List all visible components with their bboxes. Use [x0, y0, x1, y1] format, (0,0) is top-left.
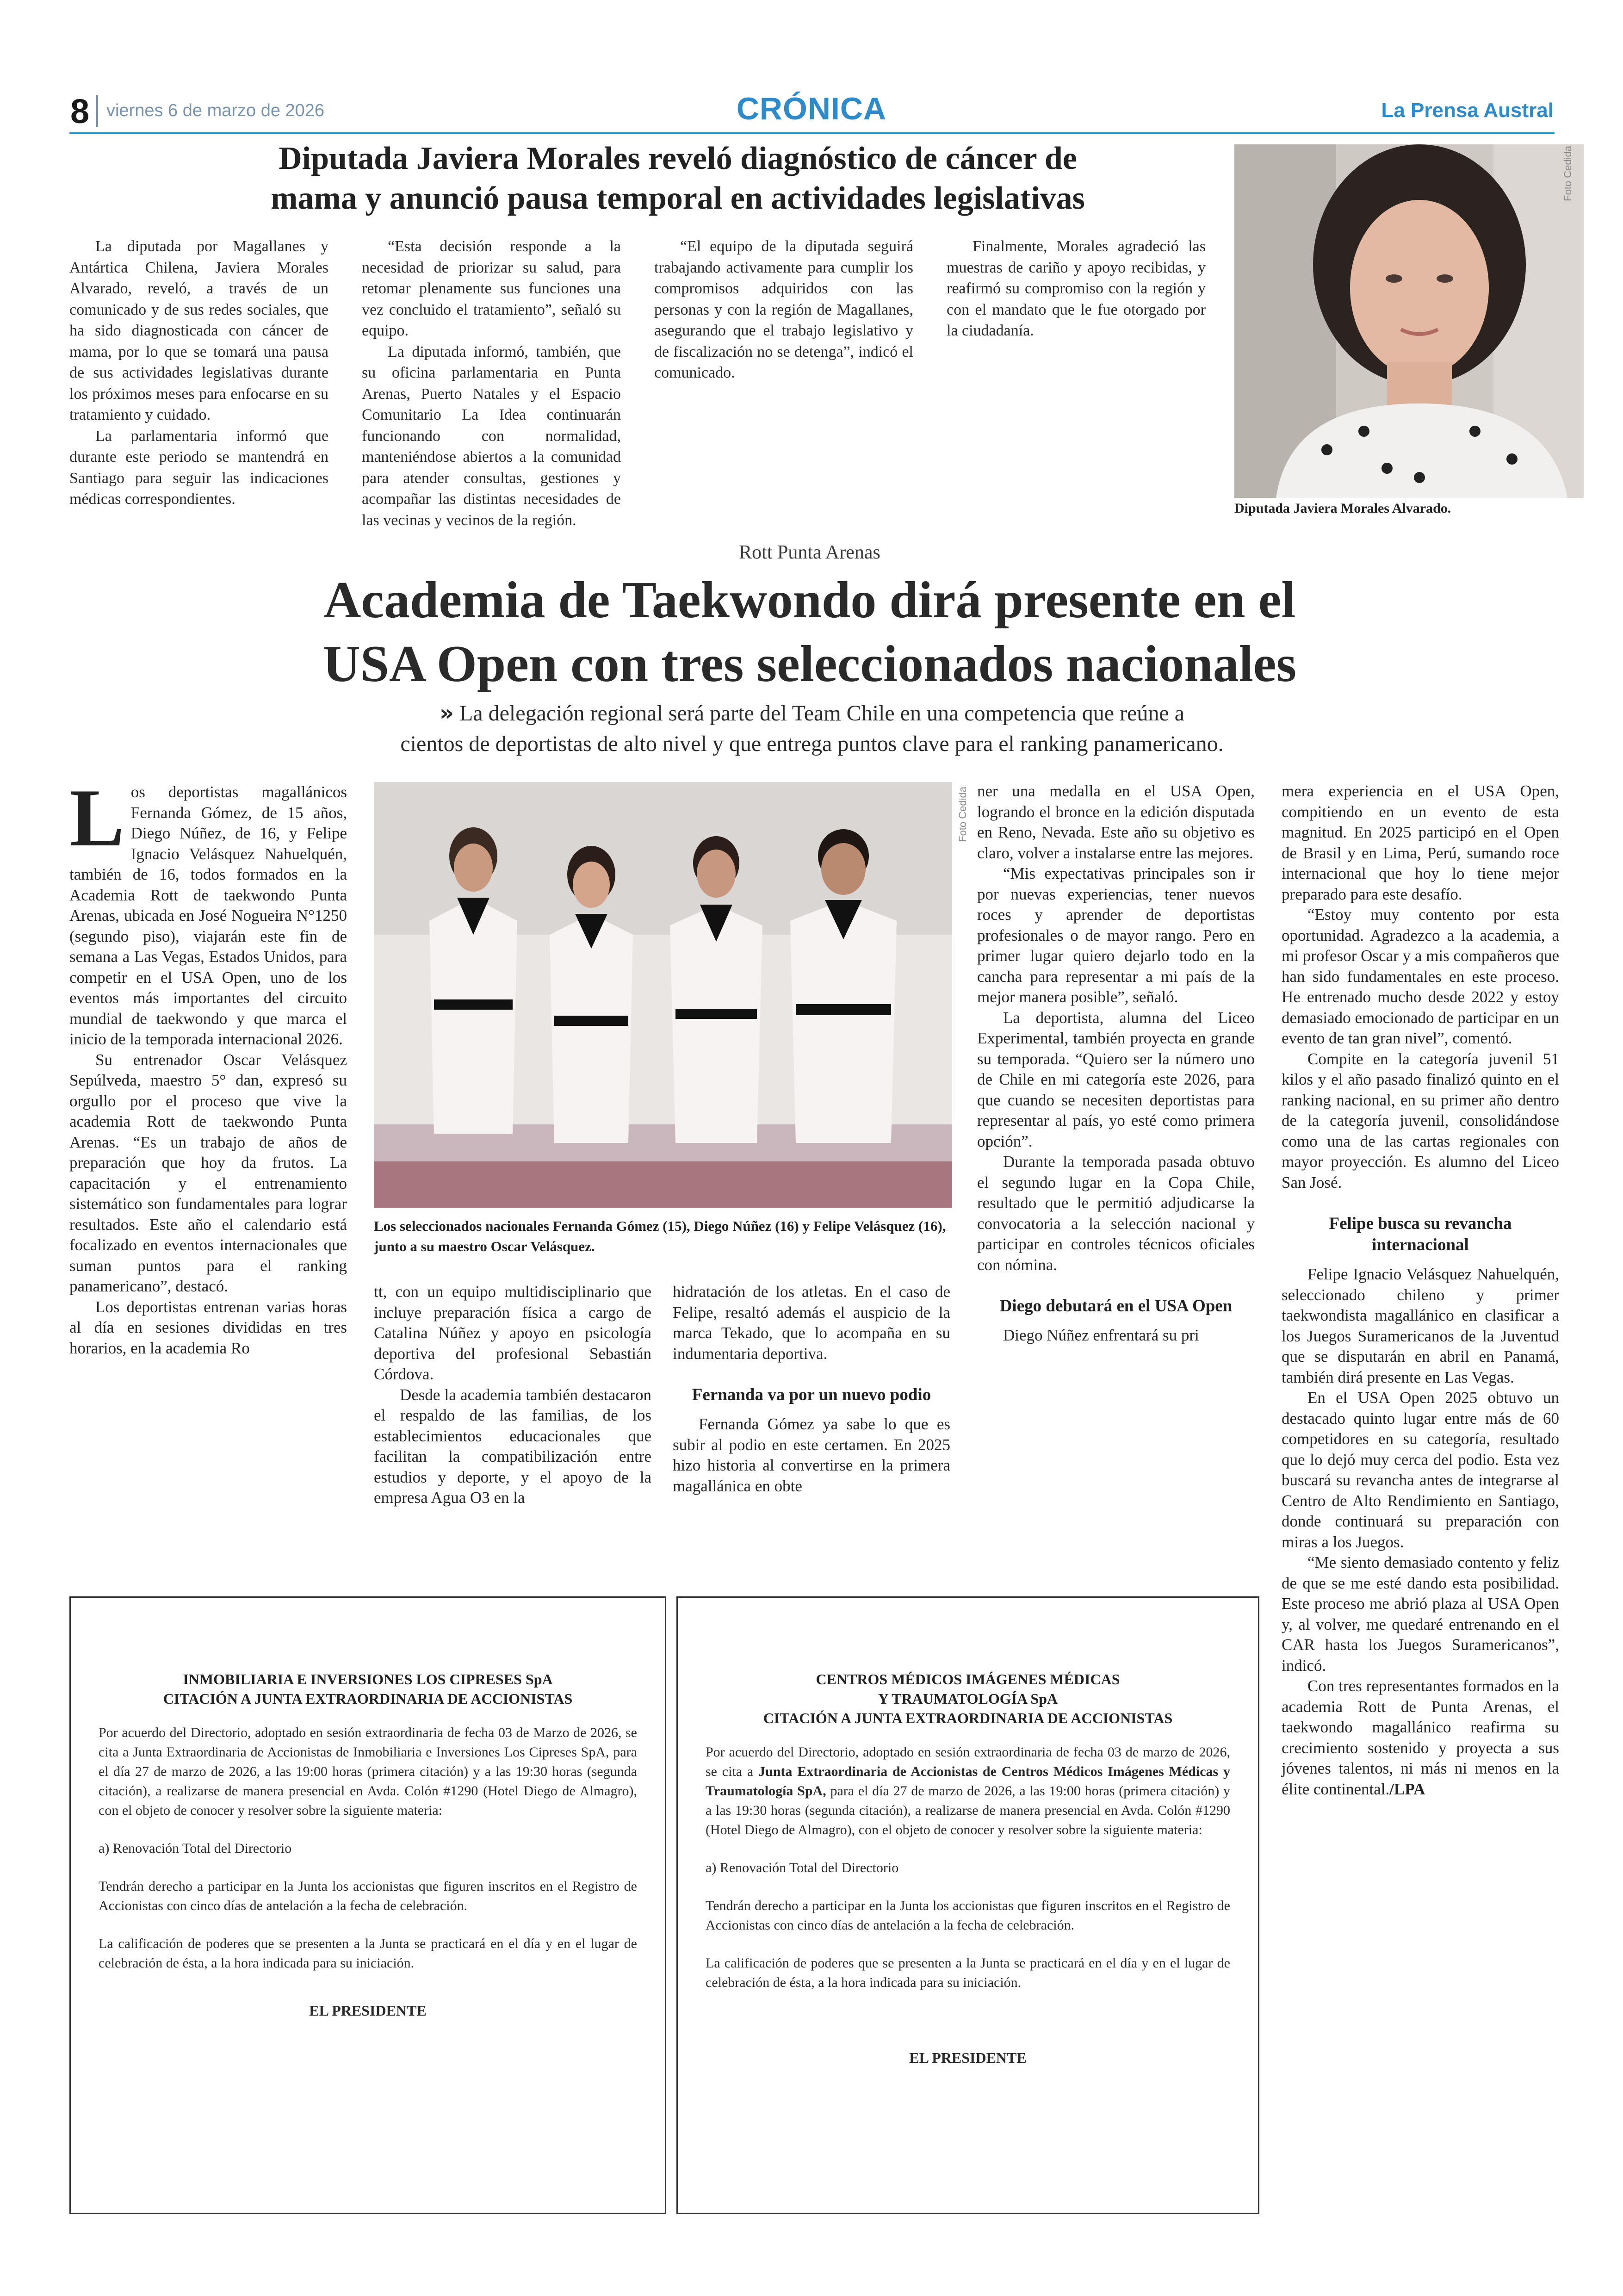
- story2-paragraph: Su entrenador Oscar Velásquez Sepúlveda, maestro 5° dan, expresó su orgullo por el proceso que vive la academia Rott de taekwondo Punta Arenas. “Es un trabajo de años de preparación que hoy da frutos. La capacitación y el entrenamiento sistemático son fundamentales para lograr resultados. Este año el calendario está focalizado en eventos internacionales que suman puntos para el ranking panamericano”, destacó.: [69, 1050, 347, 1295]
- notice-company: Y TRAUMATOLOGÍA SpA: [878, 1690, 1058, 1707]
- story1-paragraph: Finalmente, Morales agradeció las muestras de cariño y apoyo recibidas, y reafirmó su compromiso con la región y con el mandato que le fue otorgado por la ciudadanía.: [947, 238, 1206, 339]
- notice-signature: EL PRESIDENTE: [309, 2002, 427, 2019]
- notice-title: CITACIÓN A JUNTA EXTRAORDINARIA DE ACCIONISTAS: [763, 1710, 1173, 1726]
- notice-company: INMOBILIARIA E INVERSIONES LOS CIPRESES SpA: [183, 1671, 553, 1688]
- notice-text: Por acuerdo del Directorio, adoptado en sesión extraordinaria de fecha 03 de marzo de 2026, se cita a: [706, 1744, 1230, 1779]
- story1-column-1: [69, 236, 328, 510]
- story2-headline-line: Academia de Taekwondo dirá presente en el: [323, 571, 1296, 629]
- story2-paragraph: “Estoy muy contento por esta oportunidad. Agradezco a la academia, a mi profesor Oscar y a mis compañeros que han sido fundamentales en este proceso. He entrenado mucho desde 2022 y estoy demasiado emocionado de participar en un evento de tan gran nivel”, comentó.: [1282, 906, 1559, 1047]
- story2-paragraph: Durante la temporada pasada obtuvo el segundo lugar en la Copa Chile, resultado que le permitió adjudicarse la convocatoria a la selección nacional y participar en controles técnicos oficiales con nómina.: [977, 1153, 1255, 1274]
- notice-paragraph: Por acuerdo del Directorio, adoptado en sesión extraordinaria de fecha 03 de Marzo de 2026, se cita a Junta Extraordinaria de Accionistas de Inmobiliaria e Inversiones Los Cipreses SpA, para el día 27 de marzo de 2026, a las 19:00 horas (primera citación) y a las 19:30 horas (segunda citación), a realizarse de manera presencial en Avda. Colón #1290 (Hotel Diego de Almagro), con el objeto de conocer y resolver sobre la siguiente materia:: [99, 1725, 637, 1818]
- story2-kicker: Rott Punta Arenas: [739, 542, 880, 563]
- notice-heading: [706, 1669, 1230, 1728]
- story2-dek-line: La delegación regional será parte del Team Chile en una competencia que reúne a: [459, 701, 1185, 726]
- portrait-photo-illustration: [1234, 144, 1584, 498]
- notice-paragraph: [706, 1743, 1230, 1840]
- notice-company: CENTROS MÉDICOS IMÁGENES MÉDICAS: [816, 1671, 1120, 1688]
- notice-item: a) Renovación Total del Directorio: [99, 1841, 292, 1856]
- notice-text-bold: Junta Extraordinaria de Accionistas de Centros Médicos Imágenes Médicas y Traumatología SpA,: [706, 1764, 1230, 1799]
- story2-paragraph: Los deportistas entrenan varias horas al día en sesiones divididas en tres horarios, en la academia Ro: [69, 1297, 347, 1357]
- photo-credit: Foto Cedida: [1562, 146, 1573, 201]
- drop-cap: L: [69, 772, 124, 863]
- notice-title: CITACIÓN A JUNTA EXTRAORDINARIA DE ACCIONISTAS: [163, 1690, 573, 1707]
- story2-lead-text: os deportistas magallánicos Fernanda Gómez, de 15 años, Diego Núñez, de 16, y Felipe Ignacio Velásquez Nahuelquén, también de 16, todos formados en la Academia Rott de taekwondo Punta Arenas, ubicada en José Nogueira N°1250 (segundo piso), viajarán este fin de semana a Las Vegas, Estados Unidos, para competir en el USA Open, uno de los eventos más importantes del circuito mundial de taekwondo y que marca el inicio de la temporada internacional 2026.: [69, 783, 347, 1048]
- notice-item: a) Renovación Total del Directorio: [706, 1860, 899, 1875]
- story1-column-3: [654, 236, 913, 384]
- team-photo: [374, 782, 952, 1208]
- story2-paragraph: Felipe Ignacio Velásquez Nahuelquén, seleccionado chileno y primer taekwondista magallánico en clasificar a los Juegos Suramericanos de la Juventud que se disputarán en abril en Panamá, también dirá presente en Las Vegas.: [1282, 1265, 1559, 1386]
- story2-dek: [180, 698, 1443, 759]
- story2-column-3: [673, 1282, 950, 1496]
- story1-paragraph: “El equipo de la diputada seguirá trabajando activamente para cumplir los compromisos adquiridos con las personas y con la región de Magallanes, asegurando que el trabajo legislativo y de fiscalización no se detenga”, indicó el comunicado.: [654, 238, 913, 381]
- story2-column-4: [977, 781, 1255, 1346]
- story2-paragraph: Desde la academia también destacaron el respaldo de las familias, de los establecimientos educacionales que facilitan la compatibilización entre estudios y deporte, y el apoyo de la empresa Agua O3 en la: [374, 1385, 651, 1507]
- story2-headline: [194, 568, 1425, 696]
- story1-paragraph: La parlamentaria informó que durante este periodo se mantendrá en Santiago para seguir las indicaciones médicas correspondientes.: [69, 427, 328, 508]
- story1-headline: [139, 139, 1217, 218]
- story2-paragraph: mera experiencia en el USA Open, compitiendo en un evento de esta magnitud. En 2025 participó en el Open de Brasil y en Lima, Perú, sumando roce internacional que hoy lo tiene mejor preparado para este desafío.: [1282, 782, 1559, 903]
- notice-paragraph: La calificación de poderes que se presenten a la Junta se practicará en el día y en el lugar de celebración de ésta, a la hora indicada para su iniciación.: [99, 1936, 637, 1971]
- notice-paragraph: Tendrán derecho a participar en la Junta los accionistas que figuren inscritos en el Registro de Accionistas con cinco días de antelación a la fecha de celebración.: [99, 1879, 637, 1913]
- portrait-photo: [1234, 144, 1584, 498]
- story1-column-2: [362, 236, 621, 531]
- newspaper-name: La Prensa Austral: [1381, 99, 1554, 122]
- story2-paragraph: [1282, 1676, 1559, 1800]
- subhead-fernanda: Fernanda va por un nuevo podio: [692, 1385, 931, 1404]
- story2-column-5: [1282, 781, 1559, 1800]
- story1-paragraph: La diputada informó, también, que su oficina parlamentaria en Punta Arenas, Puerto Natales y el Espacio Comunitario La Idea continuarán funcionando con normalidad, manteniéndose abiertos a la comunidad para atender consultas, gestiones y acompañar las distintas necesidades de las vecinas y vecinos de la región.: [362, 343, 621, 529]
- story2-paragraph: La deportista, alumna del Liceo Experimental, también proyecta en grande su temporada. “Quiero ser la número uno de Chile en mi categoría este 2026, para que cuando se necesiten deportistas para representar al país, yo esté como primera opción”.: [977, 1008, 1255, 1150]
- story2-column-1: [69, 772, 347, 1359]
- story2-paragraph: “Mis expectativas principales son ir por nuevas experiencias, tener nuevos roces y aprender de deportistas profesionales o de mayor rango. Pero en primer lugar quiero dejarlo todo en la cancha para representar a mi país de la mejor manera posible”, señaló.: [977, 864, 1255, 1006]
- issue-date: viernes 6 de marzo de 2026: [106, 101, 325, 120]
- notice-text: para el día 27 de marzo de 2026, a las 19:00 horas (primera citación) y a las 19:30 horas (segunda citación), a realizarse de manera presencial en Avda. Colón #1290 (Hotel Diego de Almagro), con el objeto de conocer y resolver sobre la siguiente materia:: [706, 1783, 1230, 1837]
- subhead-felipe: Felipe busca su revancha internacional: [1329, 1214, 1512, 1254]
- story1-headline-line: mama y anunció pausa temporal en actividades legislativas: [271, 180, 1085, 216]
- story2-paragraph: Fernanda Gómez ya sabe lo que es subir al podio en este certamen. En 2025 hizo historia al convertirse en la primera magallánica en obte: [673, 1415, 950, 1495]
- header-rule: [69, 132, 1555, 134]
- header-separator: [96, 95, 98, 127]
- story1-headline-line: Diputada Javiera Morales reveló diagnóstico de cáncer de: [279, 141, 1077, 176]
- legal-notice-centros-medicos: [676, 1596, 1259, 2214]
- notice-paragraph: La calificación de poderes que se presenten a la Junta se practicará en el día y en el lugar de celebración de ésta, a la hora indicada para su iniciación.: [706, 1955, 1230, 1990]
- photo-caption: Los seleccionados nacionales Fernanda Gómez (15), Diego Núñez (16) y Felipe Velásquez (16), junto a su maestro Oscar Velásquez.: [374, 1218, 946, 1254]
- story2-paragraph: En el USA Open 2025 obtuvo un destacado quinto lugar entre más de 60 competidores en su categoría, resultado que lo dejó muy cerca del podio. Esta vez buscará su revancha antes de integrarse al Centro de Alto Rendimiento en Santiago, donde continuará su preparación con miras a los Juegos.: [1282, 1389, 1559, 1551]
- story1-paragraph: “Esta decisión responde a la necesidad de priorizar su salud, para retomar plenamente sus funciones una vez concluido el tratamiento”, señaló su equipo.: [362, 238, 621, 339]
- section-title: CRÓNICA: [736, 91, 887, 126]
- page-number: 8: [70, 92, 90, 130]
- photo-caption: Diputada Javiera Morales Alvarado.: [1234, 501, 1451, 516]
- team-photo-illustration: [374, 782, 952, 1208]
- story2-paragraph: ner una medalla en el USA Open, logrando el bronce en la edición disputada en Reno, Nevada. Este año su objetivo es claro, volver a instalarse entre las mejores.: [977, 782, 1255, 862]
- notice-paragraph: Tendrán derecho a participar en la Junta los accionistas que figuren inscritos en el Registro de Accionistas con cinco días de antelación a la fecha de celebración.: [706, 1898, 1230, 1933]
- story2-paragraph: “Me siento demasiado contento y feliz de que se me esté dando esta posibilidad. Este proceso me abrió plaza al USA Open y, al volver, me quedaré entrenando en el CAR hasta los Juegos Suramericanos”, indicó.: [1282, 1553, 1559, 1675]
- photo-credit: Foto Cedida: [957, 787, 968, 842]
- story2-dek-line: cientos de deportistas de alto nivel y que entrega puntos clave para el ranking panamericano.: [400, 732, 1224, 756]
- story2-headline-line: USA Open con tres seleccionados nacionales: [322, 635, 1297, 693]
- story1-paragraph: La diputada por Magallanes y Antártica Chilena, Javiera Morales Alvarado, reveló, a través de un comunicado y de sus redes sociales, que ha sido diagnosticada con cáncer de mama, por lo que se tomará una pausa de sus actividades legislativas durante los próximos meses para enfocarse en su tratamiento y cuidado.: [69, 238, 328, 423]
- notice-heading: [99, 1669, 637, 1708]
- story2-paragraph: hidratación de los atletas. En el caso de Felipe, resaltó además el auspicio de la marca Tekado, que lo acompaña en su indumentaria deportiva.: [673, 1283, 950, 1363]
- subhead-diego: Diego debutará en el USA Open: [999, 1297, 1233, 1316]
- story2-paragraph: tt, con un equipo multidisciplinario que incluye preparación física a cargo de Catalina Núñez y apoyo en psicología deportiva del profesional Sebastián Córdova.: [374, 1283, 651, 1383]
- story2-paragraph: Diego Núñez enfrentará su pri: [1003, 1326, 1199, 1344]
- author-signature: /LPA: [1389, 1780, 1425, 1798]
- story2-paragraph: Compite en la categoría juvenil 51 kilos y el año pasado finalizó quinto en el ranking nacional, en su primer año dentro de la categoría juvenil, consolidándose como una de las cartas regionales con mayor proyección. Es alumno del Liceo San José.: [1282, 1049, 1559, 1191]
- story1-column-4: [947, 236, 1206, 341]
- double-chevron-icon: »: [439, 700, 454, 726]
- notice-signature: EL PRESIDENTE: [909, 2049, 1027, 2066]
- story2-lead-paragraph: [69, 772, 347, 1050]
- story2-column-2: [374, 1282, 651, 1508]
- legal-notice-cipreses: [69, 1596, 666, 2214]
- story2-closing-text: Con tres representantes formados en la academia Rott de Punta Arenas, el taekwondo magallánico reafirma su crecimiento sostenido y proyecta a sus jóvenes talentos, ni más ni menos en la élite continental.: [1282, 1677, 1559, 1798]
